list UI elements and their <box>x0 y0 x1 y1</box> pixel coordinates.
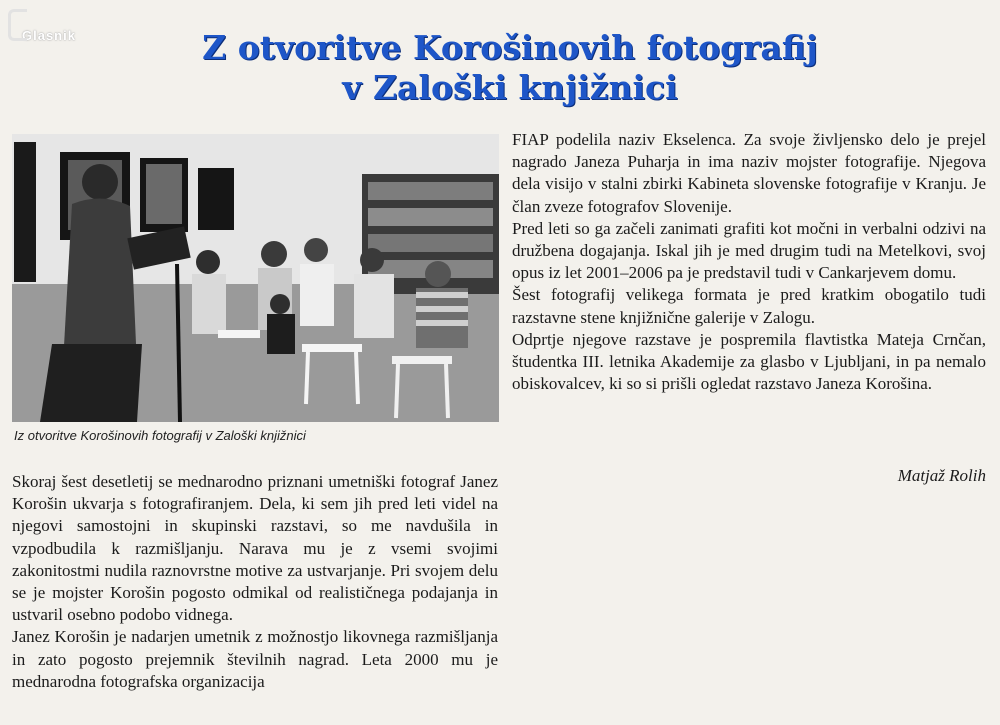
paragraph: Pred leti so ga začeli zanimati grafiti kot močni in verbalni odzivi na družbena dogajanja. Iskal jih je med drugim tudi na Metelkovi, svoj opus iz let 2001–2006 pa je predstavil tudi v Cankarjevem domu. <box>512 218 986 283</box>
exhibition-photo <box>12 134 499 422</box>
logo-mark-icon <box>8 9 27 41</box>
author-signature: Matjaž Rolih <box>897 466 986 485</box>
paragraph: Janez Korošin je nadarjen umetnik z možnostjo likovnega razmišljanja in zato pogosto prejemnik številnih nagrad. Leta 2000 mu je mednarodna fotografska organizacija <box>12 627 498 691</box>
article-column-left <box>12 471 498 693</box>
paragraph: Odprtje njegove razstave je pospremila flavtistka Mateja Crnčan, študentka III. letnika Akademije za glasbo v Ljubljani, in pa nemalo obiskovalcev, ki so si prišli ogledat razstavo Janeza Korošina. <box>512 329 986 394</box>
magazine-logo <box>22 25 104 47</box>
logo-text: Glasnik <box>22 28 76 43</box>
title-line-1: Z otvoritve Korošinovih fotografij <box>202 28 818 67</box>
article-column-right <box>512 129 986 395</box>
article-title <box>140 28 880 108</box>
photo-illustration <box>12 134 499 422</box>
paragraph: Skoraj šest desetletij se mednarodno priznani umetniški fotograf Janez Korošin ukvarja s fotografiranjem. Dela, ki sem jih pred leti videl na njegovi samostojni in skupinski razstavi, so me navdušila in vzpodbudila k razmišljanju. Narava mu je z vsemi svojimi zakonitostmi nudila raznovrstne motive za ustvarjanje. Pri svojem delu se je mojster Korošin pogosto odmikal od realističnega podajanja in ustvaril osebno podobo vidnega. <box>12 472 498 625</box>
photo-caption: Iz otvoritve Korošinovih fotografij v Zaloški knjižnici <box>14 428 306 443</box>
paragraph: FIAP podelila naziv Ekselenca. Za svoje življensko delo je prejel nagrado Janeza Puharja in ima naziv mojster fotografije. Njegova dela visijo v stalni zbirki Kabineta slovenske fotografije v Kranju. Je član zveze fotografov Slovenije. <box>512 130 986 216</box>
title-line-2: v Zaloški knjižnici <box>342 68 678 107</box>
paragraph: Šest fotografij velikega formata je pred kratkim obogatilo tudi razstavne stene knjižnične galerije v Zalogu. <box>512 285 986 327</box>
